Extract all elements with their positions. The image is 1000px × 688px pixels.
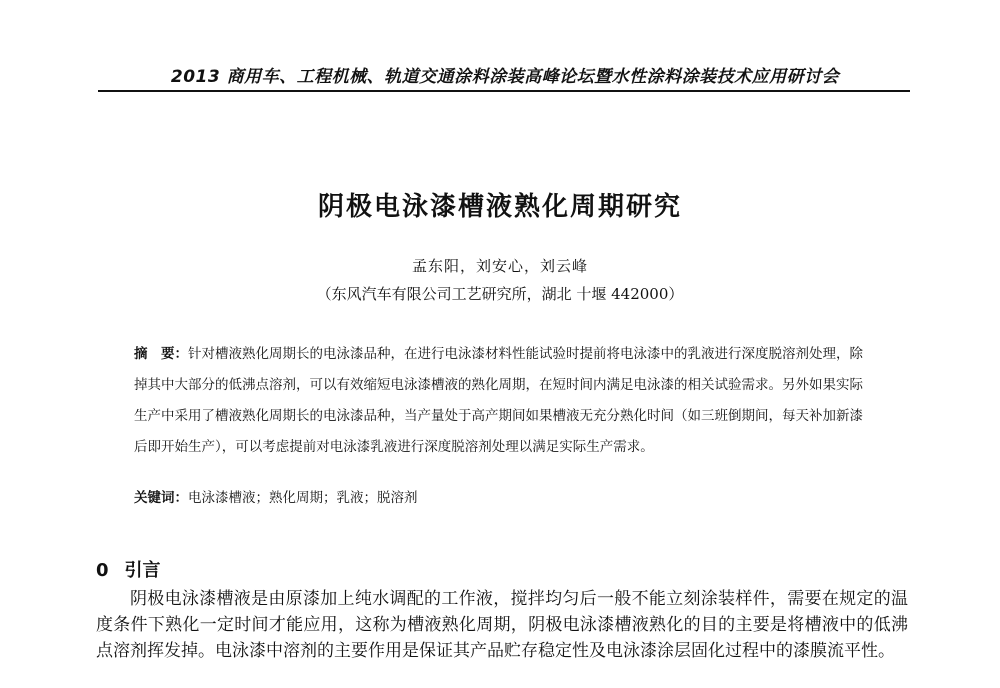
authors: 孟东阳，刘安心，刘云峰: [411, 257, 588, 275]
running-header: 2013 商用车、工程机械、轨道交通涂料涂装高峰论坛暨水性涂料涂装技术应用研讨会: [170, 67, 840, 87]
abstract: [134, 339, 874, 463]
section-heading: [96, 556, 161, 582]
section-number: 0: [96, 560, 109, 581]
abstract-label: 摘 要：: [134, 346, 188, 362]
keywords-text: 电泳漆槽液；熟化周期；乳液；脱溶剂: [188, 490, 418, 506]
intro-paragraph: 阴极电泳漆槽液是由原漆加上纯水调配的工作液，搅拌均匀后一般不能立刻涂装样件，需要在规定的温度条件下熟化一定时间才能应用，这称为槽液熟化周期，阴极电泳漆槽液熟化的目的主要是将槽液中的低沸点溶剂挥发掉。电泳漆中溶剂的主要作用是保证其产品贮存稳定性及电泳漆涂层固化过程中的漆膜流平性。: [96, 589, 908, 661]
keywords: [134, 486, 874, 506]
affiliation: （东风汽车有限公司工艺研究所，湖北 十堰 442000）: [316, 285, 684, 303]
header-divider: [98, 90, 910, 92]
abstract-text: 针对槽液熟化周期长的电泳漆品种，在进行电泳漆材料性能试验时提前将电泳漆中的乳液进行深度脱溶剂处理，除掉其中大部分的低沸点溶剂，可以有效缩短电泳漆槽液的熟化周期，在短时间内满足电泳漆的相关试验需求。另外如果实际生产中采用了槽液熟化周期长的电泳漆品种，当产量处于高产期间如果槽液无充分熟化时间（如三班倒期间，每天补加新漆后即开始生产），可以考虑提前对电泳漆乳液进行深度脱溶剂处理以满足实际生产需求。: [134, 346, 863, 455]
section-title: 引言: [124, 560, 161, 581]
paper-title: 阴极电泳漆槽液熟化周期研究: [317, 192, 682, 222]
keywords-label: 关键词：: [134, 490, 188, 506]
